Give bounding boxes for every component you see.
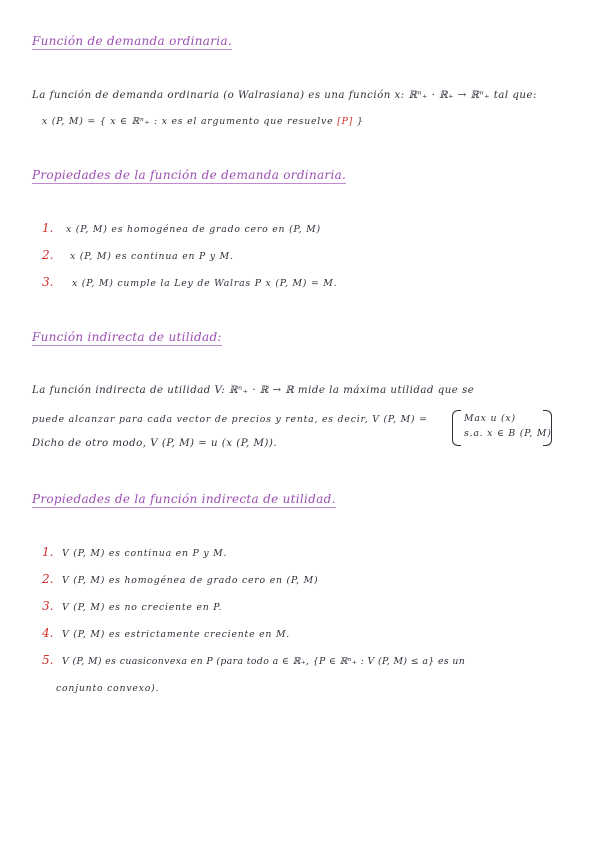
objective-text: Max u (x) bbox=[464, 413, 516, 424]
right-brace bbox=[543, 410, 552, 446]
list-item: x (P, M) cumple la Ley de Walras P x (P, M) = M. bbox=[72, 278, 338, 289]
list-number: 5. bbox=[42, 653, 54, 667]
definition-utilidad-line-1: La función indirecta de utilidad V: ℝⁿ₊ · ℝ → ℝ mide la máxima utilidad que se bbox=[32, 385, 475, 396]
problem-reference: [P] bbox=[337, 116, 354, 127]
list-item-continuation: conjunto convexo). bbox=[56, 683, 160, 694]
section-title-demanda-ordinaria: Función de demanda ordinaria. bbox=[32, 34, 233, 48]
list-item: V (P, M) es no creciente en P. bbox=[62, 602, 223, 613]
list-number: 1. bbox=[42, 221, 54, 235]
list-number: 1. bbox=[42, 545, 54, 559]
definition-demanda-close: } bbox=[353, 116, 364, 127]
list-number: 3. bbox=[42, 599, 54, 613]
list-item: x (P, M) es continua en P y M. bbox=[70, 251, 234, 262]
definition-demanda-text: x (P, M) = { x ∈ ℝⁿ₊ : x es el argumento que resuelve bbox=[42, 116, 338, 127]
constraint-text: s.a. x ∈ B (P, M) bbox=[464, 428, 552, 439]
section-title-propiedades-utilidad: Propiedades de la función indirecta de utilidad. bbox=[32, 492, 336, 506]
list-number: 2. bbox=[42, 248, 54, 262]
section-title-propiedades-demanda: Propiedades de la función de demanda ordinaria. bbox=[32, 168, 347, 182]
list-item: V (P, M) es homogénea de grado cero en (P, M) bbox=[62, 575, 319, 586]
definition-utilidad-line-3: Dicho de otro modo, V (P, M) = u (x (P, M)). bbox=[32, 438, 278, 449]
optimization-problem bbox=[452, 410, 552, 444]
list-item: V (P, M) es estrictamente creciente en M. bbox=[62, 629, 291, 640]
list-number: 4. bbox=[42, 626, 54, 640]
list-item: x (P, M) es homogénea de grado cero en (P, M) bbox=[66, 224, 321, 235]
list-item: V (P, M) es continua en P y M. bbox=[62, 548, 228, 559]
definition-utilidad-line-2: puede alcanzar para cada vector de precios y renta, es decir, V (P, M) = bbox=[32, 414, 428, 425]
left-brace bbox=[452, 410, 461, 446]
list-number: 3. bbox=[42, 275, 54, 289]
section-title-utilidad-indirecta: Función indirecta de utilidad: bbox=[32, 330, 222, 344]
list-item: V (P, M) es cuasiconvexa en P (para todo a ∈ ℝ₊, {P ∈ ℝⁿ₊ : V (P, M) ≤ a} es un bbox=[62, 656, 466, 667]
definition-demanda-line-1: La función de demanda ordinaria (o Walrasiana) es una función x: ℝⁿ₊ · ℝ₊ → ℝⁿ₊ tal que: bbox=[32, 90, 537, 101]
definition-demanda-line-2 bbox=[42, 116, 364, 127]
list-number: 2. bbox=[42, 572, 54, 586]
